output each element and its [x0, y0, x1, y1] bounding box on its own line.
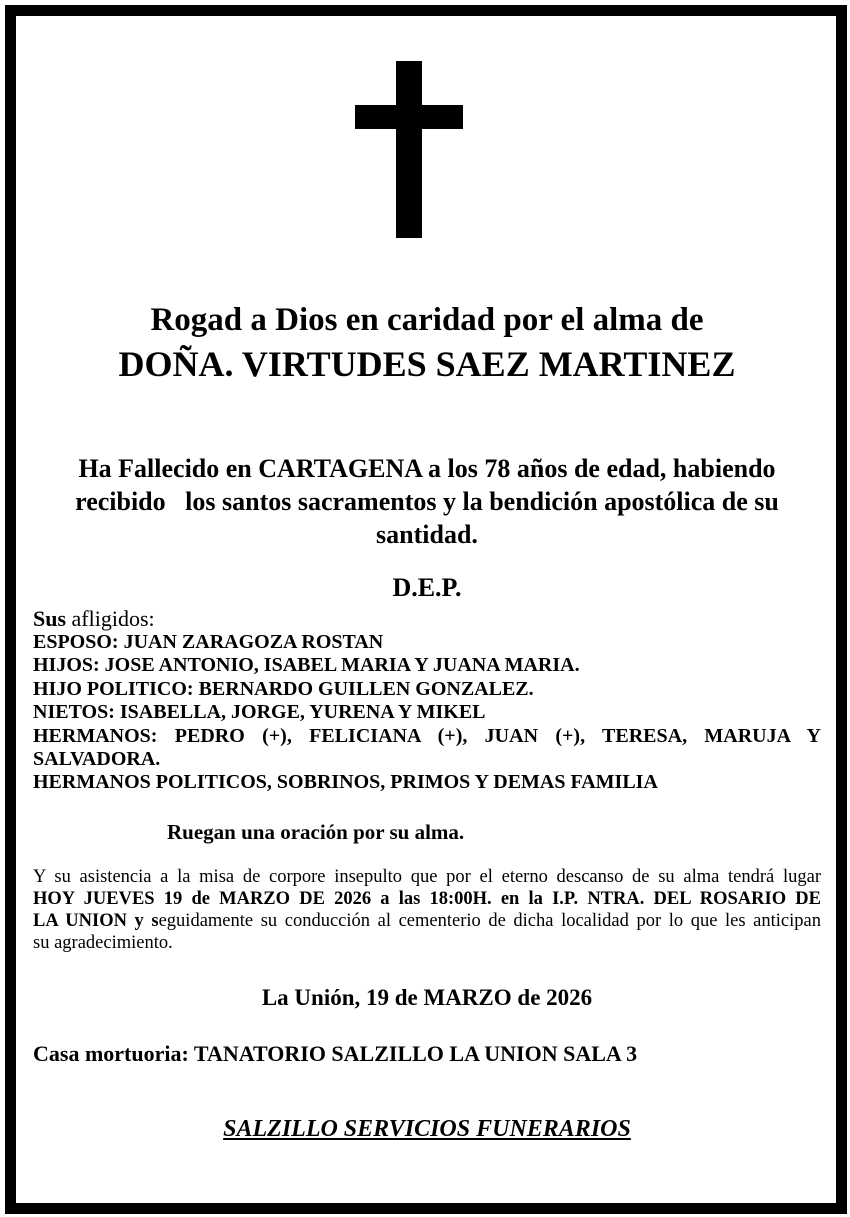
funeral-notice-line-4 [33, 932, 821, 954]
family-line-esposo: ESPOSO: JUAN ZARAGOZA ROSTAN [33, 631, 384, 653]
family-intro-bold: Sus [33, 606, 67, 631]
family-line-hijos: HIJOS: JOSE ANTONIO, ISABEL MARIA Y JUANA MARIA. [33, 654, 580, 677]
funeral-notice-line-3-bold: LA UNION y s [33, 910, 159, 931]
funeral-notice-line-2 [33, 888, 821, 910]
family-intro-rest: afligidos: [71, 606, 155, 631]
border-frame [5, 5, 847, 1214]
card-content [33, 16, 821, 1144]
prayer-line: Ruegan una oración por su alma. [167, 819, 465, 844]
cross-vertical-bar [396, 61, 422, 238]
mortuary-line: Casa mortuoria: TANATORIO SALZILLO LA UNION SALA 3 [33, 1040, 638, 1066]
death-statement [65, 452, 789, 551]
family-line-hermanos: HERMANOS: PEDRO (+), FELICIANA (+), JUAN (+), TERESA, MARUJA Y [33, 724, 821, 747]
funeral-notice-line-3 [33, 910, 821, 932]
funeral-home-name: SALZILLO SERVICIOS FUNERARIOS [223, 1115, 631, 1142]
family-line-hermanos-cont: SALVADORA. [33, 748, 161, 771]
family-line-demas-familia: HERMANOS POLITICOS, SOBRINOS, PRIMOS Y DEMAS FAMILIA [33, 771, 658, 794]
funeral-notice-line-1 [33, 866, 821, 888]
family-line-nietos: NIETOS: ISABELLA, JORGE, YURENA Y MIKEL [33, 701, 486, 724]
date-place-line: La Unión, 19 de MARZO de 2026 [261, 984, 593, 1010]
invocation-line: Rogad a Dios en caridad por el alma de [150, 302, 704, 338]
family-intro-line [33, 607, 821, 631]
death-statement-line-1: Ha Fallecido en CARTAGENA a los 78 años de edad, habiendo [78, 454, 776, 483]
latin-cross-icon [355, 61, 463, 238]
death-statement-line-2: recibido los santos sacramentos y la bendición apostólica de su [75, 487, 779, 516]
deceased-name: DOÑA. VIRTUDES SAEZ MARTINEZ [118, 344, 736, 384]
death-statement-line-3: santidad. [376, 520, 478, 549]
funeral-notice-line-3-rest: eguidamente su conducción al cementerio de dicha localidad por lo que les anticipan [158, 910, 821, 931]
funeral-notice-line-2-text: HOY JUEVES 19 de MARZO DE 2026 a las 18:00H. en la I.P. NTRA. DEL ROSARIO DE [33, 888, 821, 909]
funeral-notice-line-4-text: su agradecimiento. [33, 932, 173, 953]
funeral-notice-line-1-text: Y su asistencia a la misa de corpore insepulto que por el eterno descanso de su alma tendrá lugar [33, 866, 821, 887]
family-line-hijo-politico: HIJO POLITICO: BERNARDO GUILLEN GONZALEZ. [33, 677, 534, 700]
dep-abbreviation: D.E.P. [392, 573, 462, 602]
cross-horizontal-bar [355, 105, 463, 129]
funeral-notice [33, 866, 821, 954]
